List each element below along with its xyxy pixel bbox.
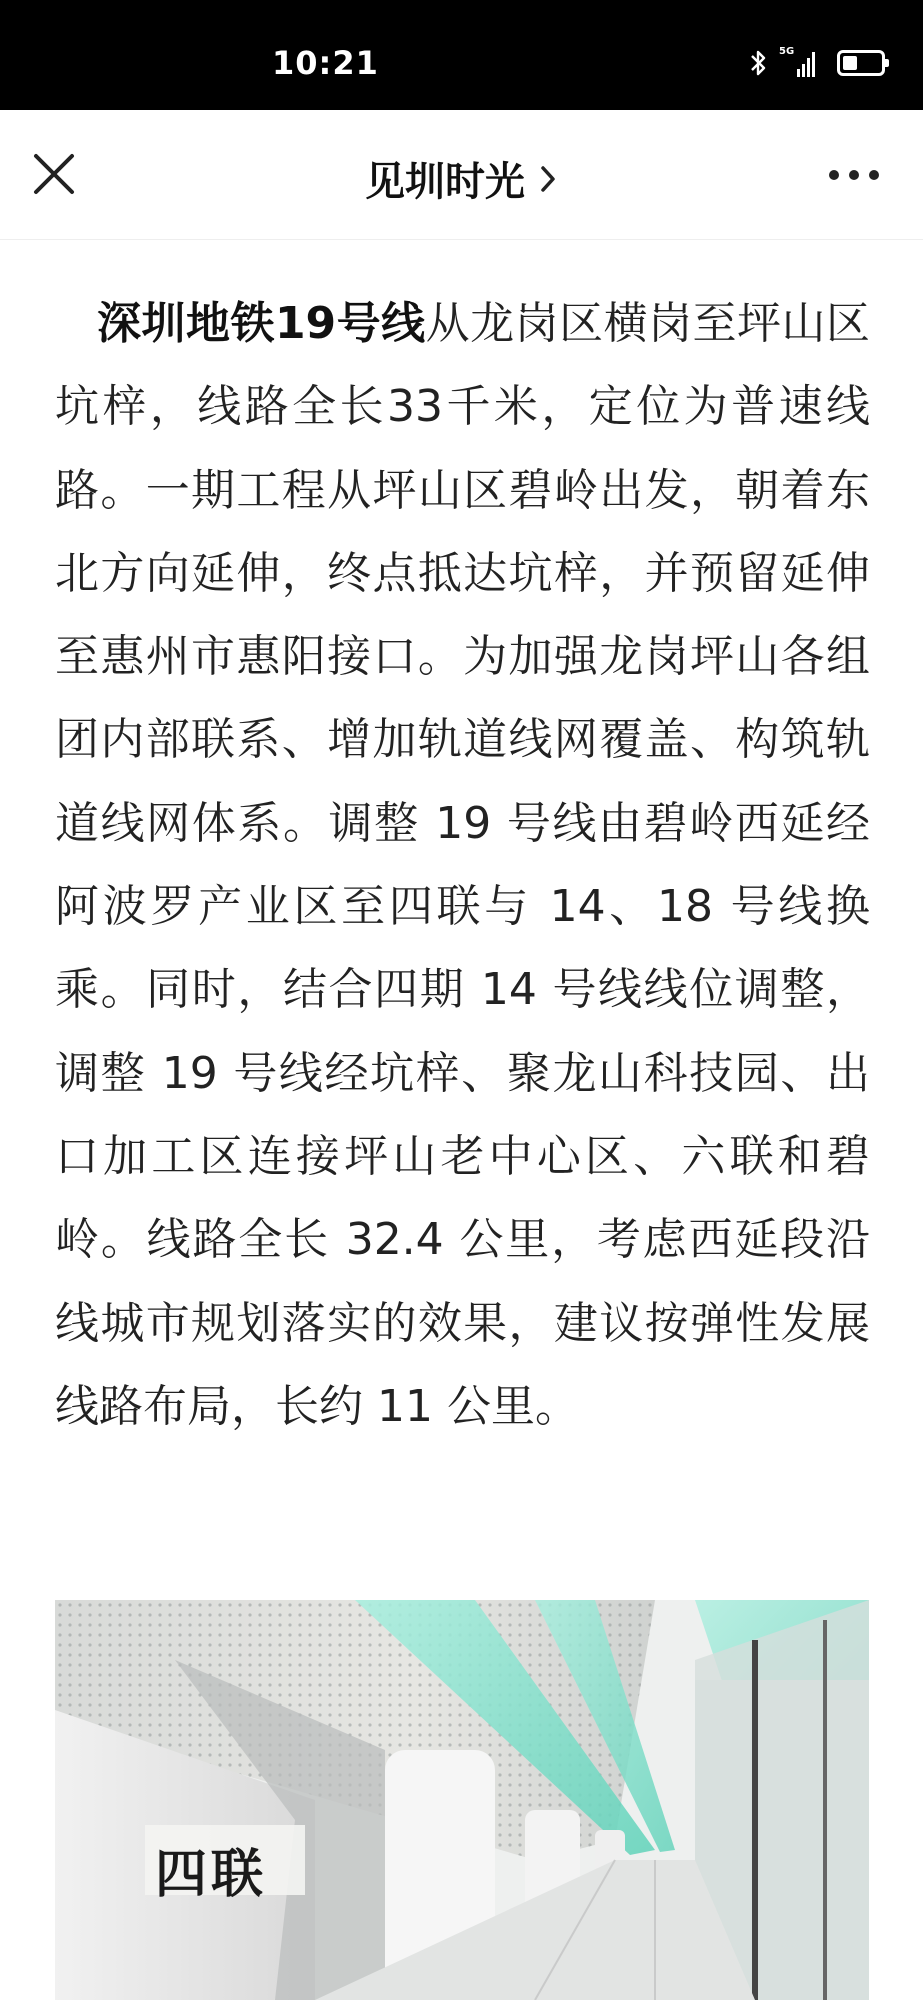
station-photo [55,1600,869,2000]
more-icon[interactable] [829,170,879,180]
status-icons [749,48,885,78]
signal-icon [779,46,825,77]
station-photo-drawing [55,1600,869,2000]
chevron-right-icon [538,164,558,194]
page-title: 见圳时光 [364,159,525,205]
network-label: 5G [779,46,795,57]
article-lead-bold: 深圳地铁19号线 [97,298,426,349]
battery-icon [837,50,885,76]
status-time: 10:21 [272,44,379,82]
bluetooth-icon [749,48,767,78]
station-sign: 四联 [155,1844,268,1905]
article-paragraph [55,282,870,1448]
nav-bar [0,110,923,240]
account-title-link[interactable] [0,150,923,207]
status-bar [0,0,923,110]
article-body: 从龙岗区横岗至坪山区坑梓，线路全长33千米，定位为普速线路。一期工程从坪山区碧岭出发，朝着东北方向延伸，终点抵达坑梓，并预留延伸至惠州市惠阳接口。为加强龙岗坪山各组团内部联系、增加轨道线网覆盖、构筑轨道线网体系。调整 19 号线由碧岭西延经阿波罗产业区至四联与 14、18 号线换乘。同时，结合四期 14 号线线位调整，调整 19 号线经坑梓、聚龙山科技园、出口加工区连接坪山老中心区、六联和碧岭。线路全长 32.4 公里，考虑西延段沿线城市规划落实的效果，建议按弹性发展线路布局，长约 11 公里。 [55,298,871,1432]
